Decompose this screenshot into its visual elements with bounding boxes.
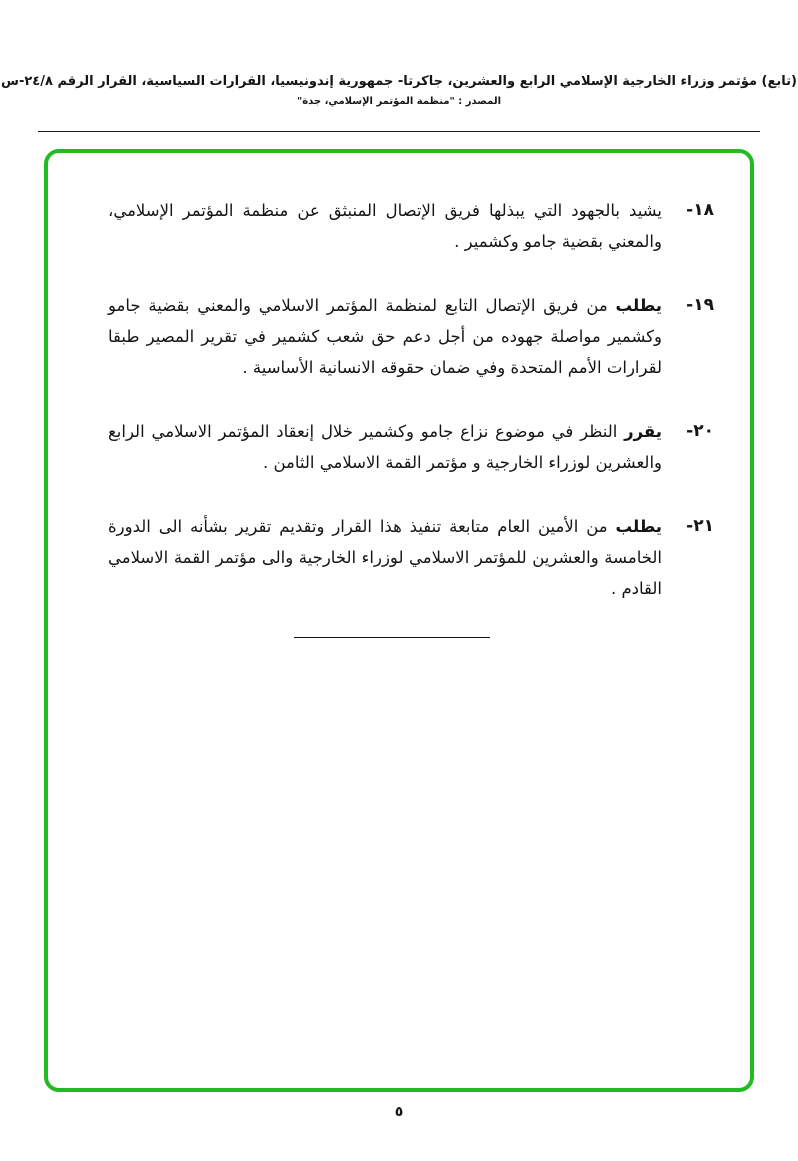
header-source: المصدر : "منظمة المؤتمر الإسلامي، جدة" bbox=[296, 96, 501, 107]
item-number: ١٨- bbox=[686, 200, 714, 220]
item-rest: يشيد بالجهود التي يبذلها فريق الإتصال المنبثق عن منظمة المؤتمر الإسلامي، والمعني بقضية جامو وكشمير . bbox=[108, 201, 662, 251]
item-lead: يطلب bbox=[615, 296, 662, 315]
document-header bbox=[0, 74, 798, 107]
item-number: ٢٠- bbox=[686, 421, 714, 441]
item-rest: النظر في موضوع نزاع جامو وكشمير خلال إنعقاد المؤتمر الاسلامي الرابع والعشرين لوزراء الخارجية و مؤتمر القمة الاسلامي الثامن . bbox=[108, 422, 662, 472]
item-rest: من الأمين العام متابعة تنفيذ هذا القرار وتقديم تقرير بشأنه الى الدورة الخامسة والعشرين للمؤتمر الاسلامي لوزراء الخارجية والى مؤتمر القمة الاسلامي القادم . bbox=[108, 517, 662, 598]
list-item-20 bbox=[108, 416, 714, 478]
item-lead: يقرر bbox=[624, 422, 662, 441]
item-text bbox=[108, 195, 662, 257]
item-lead: يطلب bbox=[615, 517, 662, 536]
item-text bbox=[108, 290, 662, 383]
page-number: ٥ bbox=[394, 1104, 404, 1120]
green-frame bbox=[44, 149, 754, 1092]
item-number: ١٩- bbox=[686, 295, 714, 315]
item-number: ٢١- bbox=[686, 516, 714, 536]
end-of-text-divider bbox=[294, 637, 490, 638]
item-rest: من فريق الإتصال التابع لمنظمة المؤتمر الاسلامي والمعني بقضية جامو وكشمير مواصلة جهوده من أجل دعم حق شعب كشمير في تقرير المصير طبقا لقرارات الأمم المتحدة وفي ضمان حقوقه الانسانية الأساسية . bbox=[108, 296, 662, 377]
list-item-21 bbox=[108, 511, 714, 604]
item-text bbox=[108, 511, 662, 604]
list-item-19 bbox=[108, 290, 714, 383]
header-divider bbox=[38, 131, 760, 132]
header-title: (تابع) مؤتمر وزراء الخارجية الإسلامي الرابع والعشرين، جاكرتا- جمهورية إندونيسيا، القرارات السياسية، القرار الرقم ٢٤/٨-س bbox=[1, 74, 797, 89]
item-text bbox=[108, 416, 662, 478]
resolution-body bbox=[108, 195, 714, 638]
list-item-18 bbox=[108, 195, 714, 257]
